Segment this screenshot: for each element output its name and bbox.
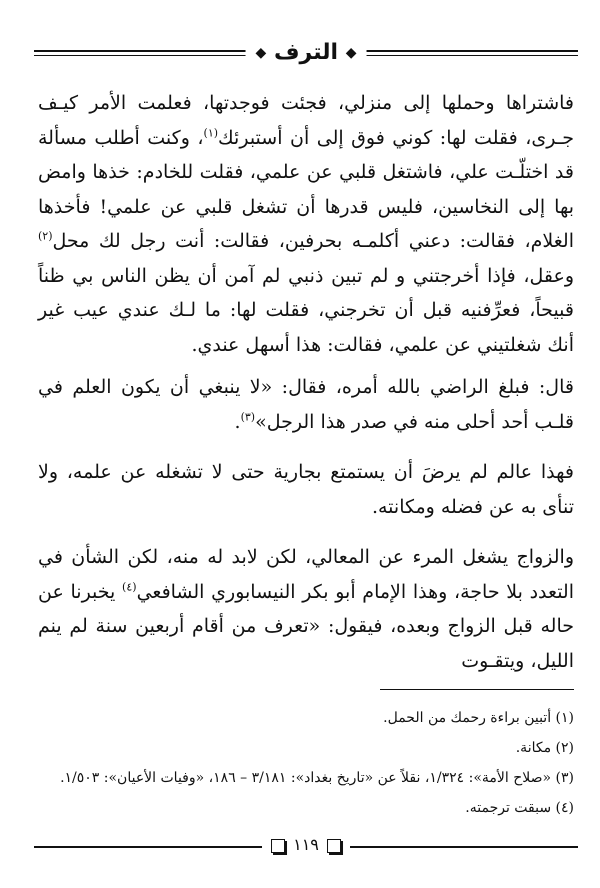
text-run: قال: فبلغ الراضي بالله أمره، فقال: «لا ينبغي أن يكون العلم في قلـب أحد أحلى منه في صدر هذا الرجل» bbox=[38, 376, 574, 433]
footnote-4: (٤) سبقت ترجمته. bbox=[465, 800, 574, 816]
text-run: والزواج يشغل المرء عن المعالي، لكن لابد له منه، لكن الشأن في التعدد بلا حاجة، وهذا الإمام أبو بكر النيسابوري الشافعي bbox=[38, 546, 574, 603]
page-footer bbox=[34, 835, 578, 860]
footnote-1: (١) أتبين براءة رحمك من الحمل. bbox=[383, 710, 574, 726]
text-run: يخبرنا عن حاله قبل الزواج وبعده، فيقول: «تعرف من أقام أربعين سنة لم ينم الليل، ويتقـوت bbox=[38, 580, 574, 672]
footnote-3: (٣) «صلاح الأمة»: ١/٣٢٤، نقلاً عن «تاريخ بغداد»: ٣/١٨١ – ١٨٦، «وفيات الأعيان»: ١/٥٠٣. bbox=[60, 770, 574, 786]
paragraph-4 bbox=[38, 540, 574, 678]
ornament-icon: ◆ bbox=[345, 45, 357, 61]
text-run: فاشتراها وحملها إلى منزلي، فجئت فوجدتها، فعلمت الأمر كيـف جـرى، فقلت لها: كوني فوق إلى أن أستبرئك bbox=[38, 92, 574, 149]
footnote-separator bbox=[380, 689, 574, 690]
text-run: فهذا عالم لم يرضَ أن يستمتع بجارية حتى لا تشغله عن علمه، ولا تنأى به عن فضله ومكانته. bbox=[38, 461, 574, 518]
page-header bbox=[34, 36, 578, 76]
page-number-box bbox=[262, 835, 350, 854]
book-icon bbox=[327, 839, 341, 853]
main-text bbox=[38, 86, 574, 678]
text-run: . bbox=[234, 410, 241, 433]
running-header bbox=[246, 40, 367, 65]
footnote-ref-2[interactable]: (٢) bbox=[38, 229, 53, 243]
footnote-2: (٢) مكانة. bbox=[515, 740, 574, 756]
footnote-ref-3[interactable]: (٣) bbox=[240, 410, 256, 424]
footnote-ref-1[interactable]: (١) bbox=[203, 126, 219, 140]
header-title: الترف bbox=[273, 40, 339, 65]
footnotes bbox=[38, 703, 574, 823]
footnote-ref-4[interactable]: (٤) bbox=[122, 580, 137, 594]
page-number: ١١٩ bbox=[293, 835, 319, 854]
paragraph-2 bbox=[38, 370, 574, 439]
ornament-icon: ◆ bbox=[255, 45, 267, 61]
text-run: وعقل، فإذا أخرجتني و لم تبين ذنبي لم آمن أن يظن الناس بي ظناً قبيحاً، فعرِّفنيه قبل أن تخرجني، فقلت لها: ما لـك عندي عيب غير أنك شغلتيني عن علمي، فقالت: هذا أسهل عندي. bbox=[38, 264, 574, 356]
paragraph-3 bbox=[38, 455, 574, 524]
paragraph-1 bbox=[38, 86, 574, 362]
text-run: ، وكنت أطلب مسألة قد اختلّـت علي، فاشتغل قلبي عن علمي، فقلت للخادم: خذها وامض بها إلى النخاسين، فليس قدرها أن تشغل قلبي عن علمي! فأخذها الغلام، فقالت: دعني أكلمـه بحرفين، فقالت: أنت رجل لك محل bbox=[38, 126, 574, 252]
book-icon bbox=[271, 839, 285, 853]
